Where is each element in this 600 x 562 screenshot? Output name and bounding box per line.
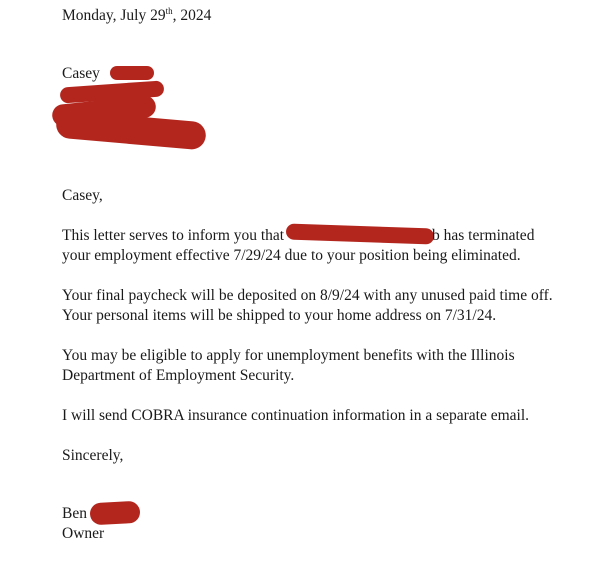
paragraph-2-line-1: Your final paycheck will be deposited on 8/9/24 with any unused paid time off. bbox=[62, 287, 553, 304]
date-ordinal: th bbox=[165, 5, 173, 16]
date-year: , 2024 bbox=[172, 7, 212, 24]
p1-line1-end: b has terminated bbox=[432, 227, 535, 244]
closing: Sincerely, bbox=[62, 447, 124, 464]
p1-line1-start: This letter serves to inform you that bbox=[62, 227, 285, 244]
redaction-address-line-3 bbox=[55, 110, 207, 151]
paragraph-2-line-2: Your personal items will be shipped to your home address on 7/31/24. bbox=[62, 307, 497, 324]
paragraph-3-line-2: Department of Employment Security. bbox=[62, 367, 295, 384]
redaction-signer-surname bbox=[89, 501, 140, 526]
signer-title: Owner bbox=[62, 525, 105, 542]
signer-first-name: Ben bbox=[62, 505, 87, 522]
redaction-company-name bbox=[286, 223, 434, 244]
letter-date bbox=[62, 6, 211, 26]
salutation: Casey, bbox=[62, 187, 103, 204]
date-text: Monday, July 29 bbox=[62, 7, 166, 24]
redaction-recipient-surname bbox=[110, 66, 154, 80]
paragraph-1-line-2: your employment effective 7/29/24 due to your position being eliminated. bbox=[62, 247, 521, 264]
paragraph-1-line-1 bbox=[62, 226, 284, 246]
recipient-name: Casey bbox=[62, 65, 100, 82]
paragraph-4-line-1: I will send COBRA insurance continuation information in a separate email. bbox=[62, 407, 530, 424]
paragraph-3-line-1: You may be eligible to apply for unemployment benefits with the Illinois bbox=[62, 347, 515, 364]
